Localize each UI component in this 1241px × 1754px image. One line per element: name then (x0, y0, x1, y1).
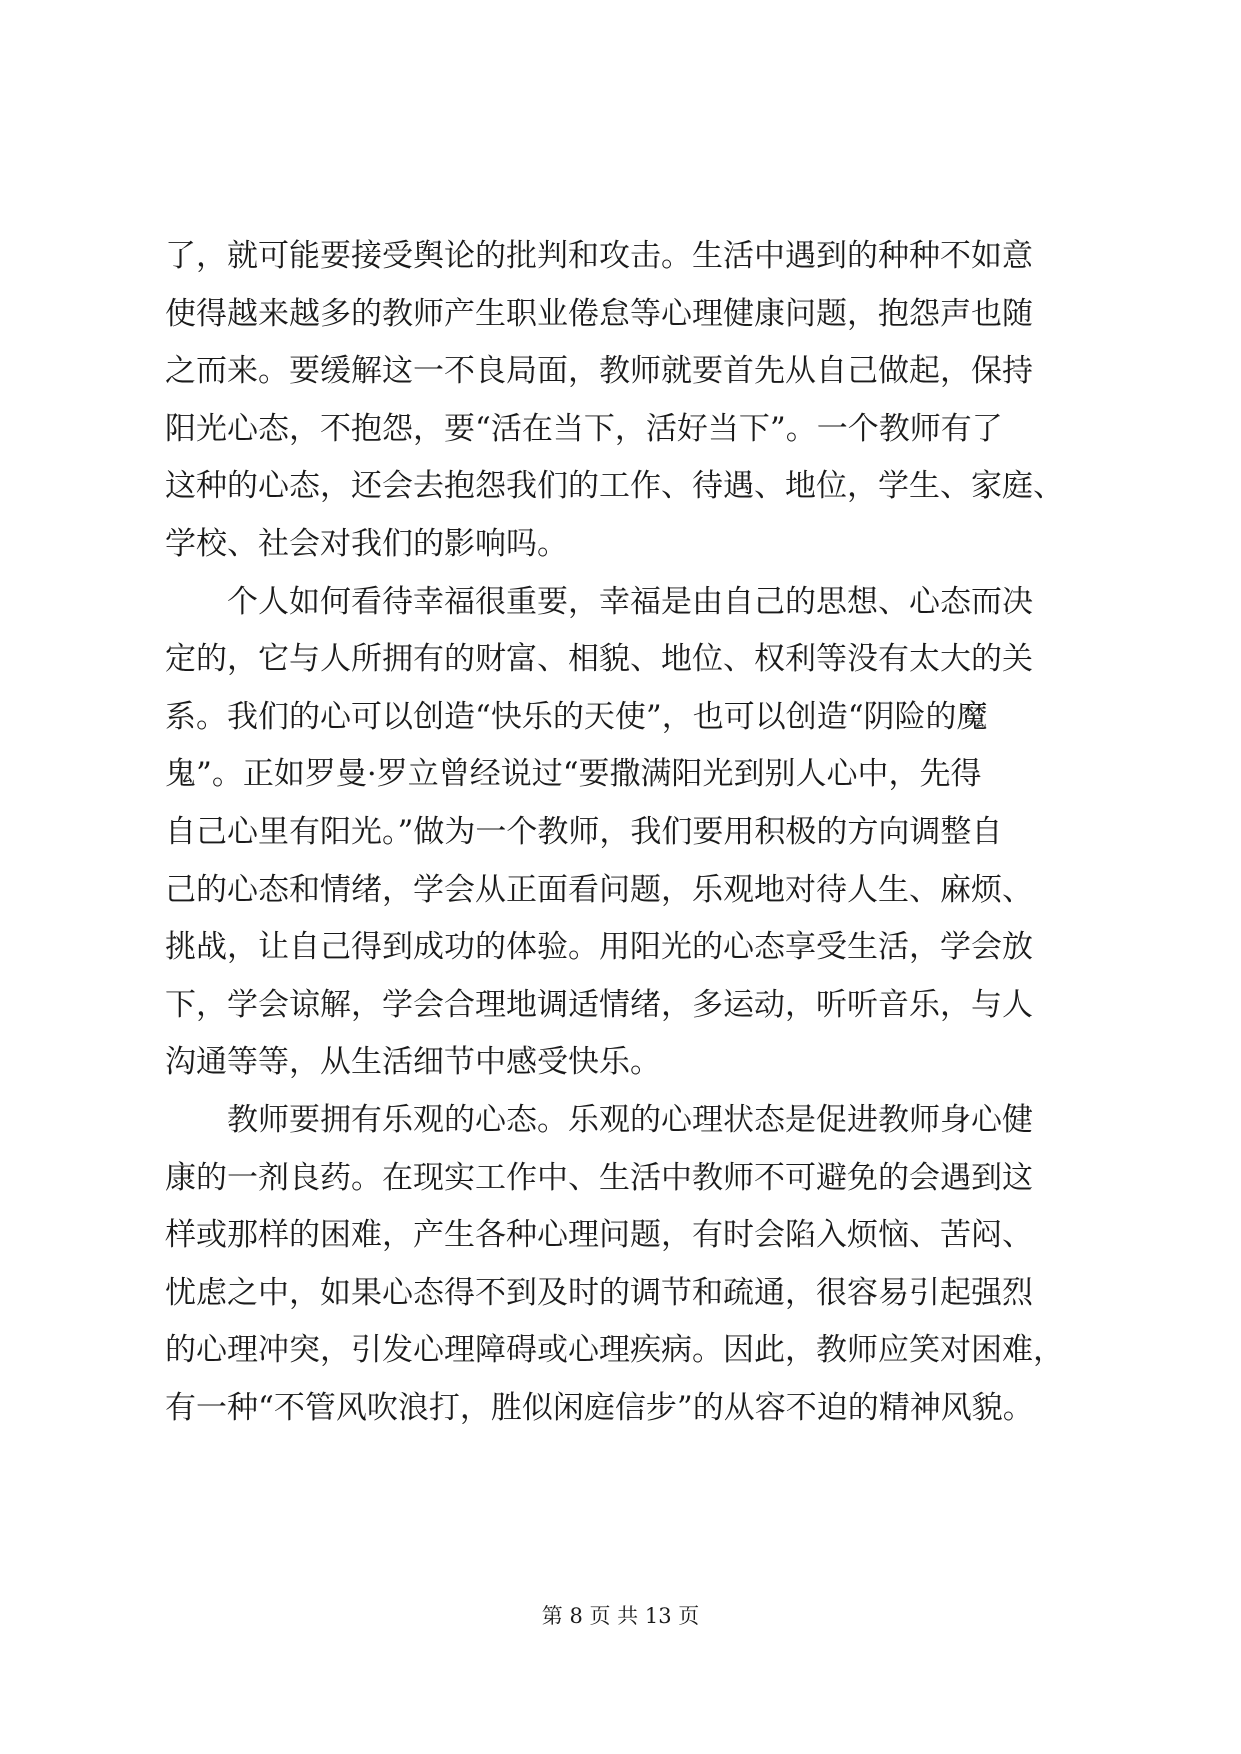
page-footer (0, 1600, 1241, 1630)
text-line: 样或那样的困难，产生各种心理问题，有时会陷入烦恼、苦闷、 (165, 1217, 1033, 1254)
text-line: 自己心里有阳光。”做为一个教师，我们要用积极的方向调整自 (165, 813, 1003, 850)
body-text (165, 228, 1085, 1437)
paragraph-start-line: 个人如何看待幸福很重要，幸福是由自己的思想、心态而决 (227, 583, 1033, 620)
text-line: 定的，它与人所拥有的财富、相貌、地位、权利等没有太大的关 (165, 641, 1033, 678)
text-line: 学校、社会对我们的影响吗。 (165, 525, 568, 562)
text-line: 忧虑之中，如果心态得不到及时的调节和疏通，很容易引起强烈 (165, 1274, 1033, 1311)
paragraph-start-line: 教师要拥有乐观的心态。乐观的心理状态是促进教师身心健 (227, 1101, 1033, 1138)
text-line: 系。我们的心可以创造“快乐的天使”，也可以创造“阴险的魔 (165, 698, 988, 735)
text-line: 了，就可能要接受舆论的批判和攻击。生活中遇到的种种不如意 (165, 238, 1033, 274)
text-line: 有一种“不管风吹浪打，胜似闲庭信步”的从容不迫的精神风貌。 (165, 1389, 1034, 1426)
text-line: 挑战，让自己得到成功的体验。用阳光的心态享受生活，学会放 (165, 929, 1033, 966)
text-line: 康的一剂良药。在现实工作中、生活中教师不可避免的会遇到这 (165, 1159, 1033, 1196)
page-number: 第 8 页 共 13 页 (541, 1604, 700, 1628)
text-line: 的心理冲突，引发心理障碍或心理疾病。因此，教师应笑对困难， (165, 1332, 1064, 1369)
text-line: 下，学会谅解，学会合理地调适情绪，多运动，听听音乐，与人 (165, 986, 1033, 1023)
text-line: 沟通等等，从生活细节中感受快乐。 (165, 1044, 661, 1081)
text-line: 之而来。要缓解这一不良局面，教师就要首先从自己做起，保持 (165, 353, 1033, 390)
text-line: 鬼”。正如罗曼·罗立曾经说过“要撒满阳光到别人心中，先得 (165, 756, 982, 793)
text-line: 使得越来越多的教师产生职业倦怠等心理健康问题，抱怨声也随 (165, 295, 1033, 332)
text-line: 阳光心态，不抱怨，要“活在当下，活好当下”。一个教师有了 (165, 410, 1003, 447)
text-line: 己的心态和情绪，学会从正面看问题，乐观地对待人生、麻烦、 (165, 871, 1033, 908)
text-line: 这种的心态，还会去抱怨我们的工作、待遇、地位，学生、家庭、 (165, 468, 1064, 505)
